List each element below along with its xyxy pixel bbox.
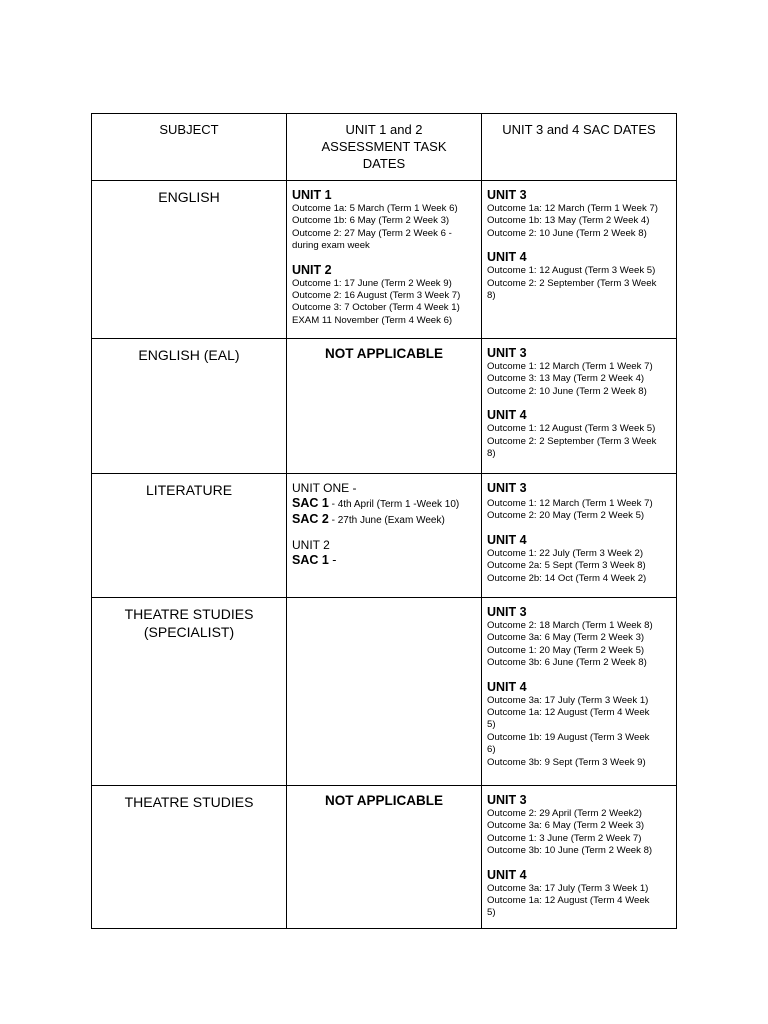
outcome-line: Outcome 2a: 5 Sept (Term 3 Week 8) bbox=[487, 560, 646, 572]
outcome-line: during exam week bbox=[292, 240, 370, 252]
outcome-line: Outcome 1: 12 August (Term 3 Week 5) bbox=[487, 423, 656, 435]
outcome-line: Outcome 1b: 6 May (Term 2 Week 3) bbox=[292, 215, 450, 227]
not-applicable-label: NOT APPLICABLE bbox=[325, 346, 443, 361]
unit-title: UNIT 4 bbox=[487, 408, 527, 423]
unit-block bbox=[487, 680, 671, 769]
outcome-line: Outcome 2b: 14 Oct (Term 4 Week 2) bbox=[487, 572, 647, 584]
header-unit34-text: UNIT 3 and 4 SAC DATES bbox=[502, 122, 656, 137]
unit-title: UNIT 4 bbox=[487, 532, 527, 547]
unit-title: UNIT 4 bbox=[487, 250, 527, 265]
sac-detail: - 4th April (Term 1 -Week 10) bbox=[328, 499, 460, 510]
header-subject bbox=[92, 114, 287, 181]
unit-block bbox=[292, 188, 476, 253]
unit-title: UNIT ONE - bbox=[292, 481, 357, 495]
subject-cell bbox=[92, 181, 287, 339]
unit34-cell bbox=[482, 339, 677, 474]
table-row bbox=[92, 786, 677, 929]
unit-block bbox=[292, 263, 476, 328]
sac-detail: - bbox=[328, 553, 337, 567]
unit-block bbox=[487, 188, 671, 240]
subject-label: ENGLISH (EAL) bbox=[138, 347, 240, 363]
unit-block bbox=[487, 250, 671, 302]
header-unit12-text: UNIT 1 and 2 ASSESSMENT TASK DATES bbox=[321, 122, 447, 171]
sac-line bbox=[292, 496, 476, 512]
unit-title: UNIT 1 bbox=[292, 188, 332, 202]
unit12-cell bbox=[287, 786, 482, 929]
subject-label: THEATRE STUDIES (SPECIALIST) bbox=[124, 606, 254, 640]
outcome-line: Outcome 1a: 12 August (Term 4 Week bbox=[487, 707, 650, 719]
unit-title: UNIT 3 bbox=[487, 793, 527, 807]
unit-block bbox=[487, 408, 671, 460]
outcome-line: Outcome 1: 12 March (Term 1 Week 7) bbox=[487, 361, 653, 372]
unit34-cell bbox=[482, 598, 677, 786]
not-applicable-label: NOT APPLICABLE bbox=[325, 793, 443, 808]
unit-title: UNIT 3 bbox=[487, 188, 527, 202]
outcome-line: Outcome 3a: 17 July (Term 3 Week 1) bbox=[487, 694, 649, 706]
unit-title: UNIT 2 bbox=[292, 538, 330, 552]
sac-label: SAC 2 bbox=[292, 512, 329, 526]
outcome-line: Outcome 2: 10 June (Term 2 Week 8) bbox=[487, 227, 647, 239]
outcome-line: Outcome 2: 16 August (Term 3 Week 7) bbox=[292, 290, 461, 302]
outcome-line: Outcome 3b: 6 June (Term 2 Week 8) bbox=[487, 657, 647, 669]
outcome-line: Outcome 2: 18 March (Term 1 Week 8) bbox=[487, 620, 653, 631]
outcome-line: Outcome 1: 3 June (Term 2 Week 7) bbox=[487, 832, 642, 844]
unit-block bbox=[292, 538, 476, 568]
unit-block bbox=[487, 793, 671, 858]
outcome-line: Outcome 2: 2 September (Term 3 Week bbox=[487, 435, 657, 447]
outcome-line: Outcome 1: 22 July (Term 3 Week 2) bbox=[487, 547, 644, 559]
table-row bbox=[92, 474, 677, 598]
subject-label: ENGLISH bbox=[158, 189, 220, 205]
subject-cell bbox=[92, 339, 287, 474]
unit-block bbox=[487, 868, 671, 920]
unit-title: UNIT 2 bbox=[292, 262, 332, 277]
outcome-line: Outcome 3b: 10 June (Term 2 Week 8) bbox=[487, 845, 653, 857]
unit12-cell bbox=[287, 474, 482, 598]
unit-block bbox=[487, 605, 671, 670]
outcome-line: Outcome 1: 20 May (Term 2 Week 5) bbox=[487, 644, 645, 656]
sac-line bbox=[292, 512, 476, 528]
outcome-line: 8) bbox=[487, 448, 496, 460]
unit-title: UNIT 3 bbox=[487, 481, 527, 495]
assessment-table bbox=[91, 113, 677, 929]
header-unit34 bbox=[482, 114, 677, 181]
unit34-cell bbox=[482, 786, 677, 929]
table-row bbox=[92, 598, 677, 786]
subject-label: THEATRE STUDIES bbox=[124, 794, 254, 810]
outcome-line: Outcome 2: 2 September (Term 3 Week bbox=[487, 277, 657, 289]
unit-block bbox=[292, 481, 476, 528]
outcome-line: 5) bbox=[487, 719, 496, 731]
outcome-line: Outcome 3b: 9 Sept (Term 3 Week 9) bbox=[487, 756, 646, 768]
unit12-cell bbox=[287, 339, 482, 474]
sac-line bbox=[292, 553, 476, 568]
outcome-line: Outcome 1b: 13 May (Term 2 Week 4) bbox=[487, 215, 650, 227]
subject-label: LITERATURE bbox=[145, 482, 233, 498]
subject-cell bbox=[92, 474, 287, 598]
table-row bbox=[92, 181, 677, 339]
header-unit12 bbox=[287, 114, 482, 181]
unit34-cell bbox=[482, 474, 677, 598]
unit-title: UNIT 3 bbox=[487, 605, 527, 619]
unit12-cell bbox=[287, 181, 482, 339]
unit-block bbox=[487, 346, 671, 398]
subject-cell bbox=[92, 598, 287, 786]
outcome-line: Outcome 3a: 6 May (Term 2 Week 3) bbox=[487, 632, 645, 644]
unit-title: UNIT 4 bbox=[487, 679, 527, 694]
outcome-line: Outcome 2: 27 May (Term 2 Week 6 - bbox=[292, 227, 452, 239]
header-subject-text: SUBJECT bbox=[159, 122, 219, 137]
outcome-line: Outcome 1a: 5 March (Term 1 Week 6) bbox=[292, 203, 458, 214]
outcome-line: Outcome 3: 7 October (Term 4 Week 1) bbox=[292, 302, 460, 314]
outcome-line: Outcome 2: 20 May (Term 2 Week 5) bbox=[487, 510, 645, 522]
outcome-line: Outcome 1a: 12 March (Term 1 Week 7) bbox=[487, 203, 658, 214]
outcome-line: Outcome 1b: 19 August (Term 3 Week bbox=[487, 731, 650, 743]
outcome-line: Outcome 1: 12 August (Term 3 Week 5) bbox=[487, 265, 656, 277]
header-row bbox=[92, 114, 677, 181]
unit-title: UNIT 4 bbox=[487, 867, 527, 882]
sac-label: SAC 1 bbox=[292, 553, 329, 567]
outcome-line: Outcome 3a: 17 July (Term 3 Week 1) bbox=[487, 882, 649, 894]
outcome-line: Outcome 1a: 12 August (Term 4 Week bbox=[487, 895, 650, 907]
outcome-line: Outcome 1: 17 June (Term 2 Week 9) bbox=[292, 277, 452, 289]
unit12-cell bbox=[287, 598, 482, 786]
sac-detail: - 27th June (Exam Week) bbox=[328, 515, 445, 526]
sac-label: SAC 1 bbox=[292, 496, 329, 510]
unit-block bbox=[487, 481, 671, 523]
unit-block bbox=[487, 533, 671, 585]
outcome-line: 5) bbox=[487, 907, 496, 919]
unit34-cell bbox=[482, 181, 677, 339]
outcome-line: Outcome 3a: 6 May (Term 2 Week 3) bbox=[487, 820, 645, 832]
outcome-line: 6) bbox=[487, 744, 496, 756]
table-row bbox=[92, 339, 677, 474]
outcome-line: Outcome 3: 13 May (Term 2 Week 4) bbox=[487, 373, 645, 385]
subject-cell bbox=[92, 786, 287, 929]
outcome-line: Outcome 2: 10 June (Term 2 Week 8) bbox=[487, 385, 647, 397]
unit-title: UNIT 3 bbox=[487, 346, 527, 360]
outcome-line: Outcome 1: 12 March (Term 1 Week 7) bbox=[487, 498, 653, 509]
outcome-line: EXAM 11 November (Term 4 Week 6) bbox=[292, 314, 453, 326]
outcome-line: 8) bbox=[487, 290, 496, 302]
outcome-line: Outcome 2: 29 April (Term 2 Week2) bbox=[487, 808, 642, 819]
